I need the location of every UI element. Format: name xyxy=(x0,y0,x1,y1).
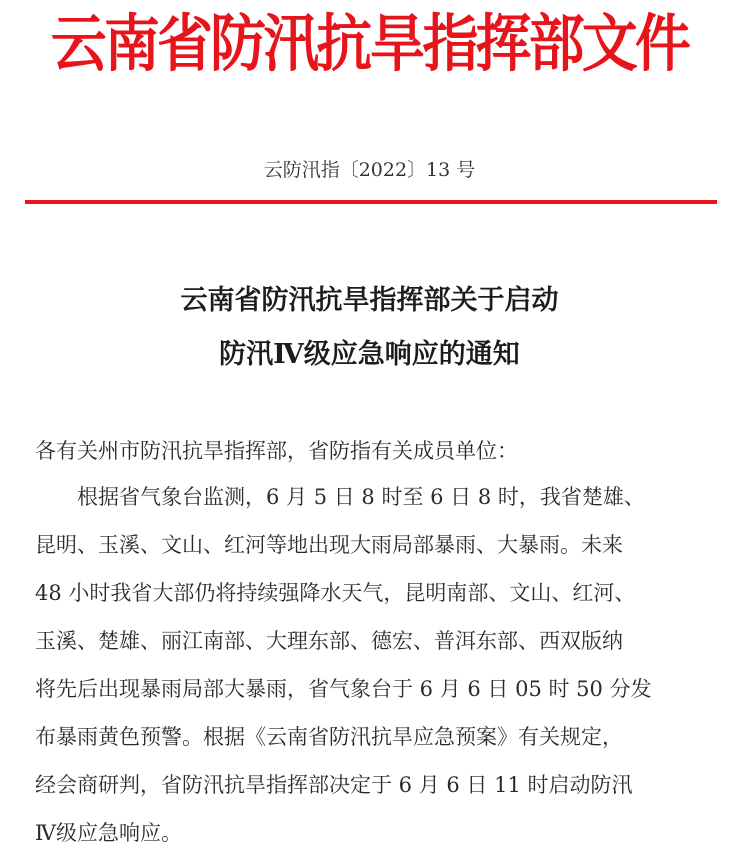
paragraph-line: 48 小时我省大部仍将持续强降水天气，昆明南部、文山、红河、 xyxy=(35,581,636,605)
notice-title-line-1: 云南省防汛抗旱指挥部关于启动 xyxy=(180,285,559,316)
paragraph-line: 将先后出现暴雨局部大暴雨，省气象台于 6 月 6 日 05 时 50 分发 xyxy=(35,677,652,701)
paragraph-line: 经会商研判，省防汛抗旱指挥部决定于 6 月 6 日 11 时启动防汛 xyxy=(35,773,633,797)
notice-title-line-2: 防汛Ⅳ级应急响应的通知 xyxy=(219,339,520,370)
issuer-red-header: 云南省防汛抗旱指挥部文件 xyxy=(50,7,689,80)
paragraph-line: 根据省气象台监测，6 月 5 日 8 时至 6 日 8 时，我省楚雄、 xyxy=(35,485,645,509)
addressee-line: 各有关州市防汛抗旱指挥部，省防指有关成员单位： xyxy=(35,439,518,463)
paragraph-line: 昆明、玉溪、文山、红河等地出现大雨局部暴雨、大暴雨。未来 xyxy=(35,533,623,557)
paragraph-line: 玉溪、楚雄、丽江南部、大理东部、德宏、普洱东部、西双版纳 xyxy=(35,629,623,653)
paragraph-line: 布暴雨黄色预警。根据《云南省防汛抗旱应急预案》有关规定， xyxy=(35,725,623,749)
document-number: 云防汛指〔2022〕13 号 xyxy=(263,159,476,181)
red-divider-line xyxy=(25,200,717,204)
paragraph-line: Ⅳ级应急响应。 xyxy=(35,821,182,845)
